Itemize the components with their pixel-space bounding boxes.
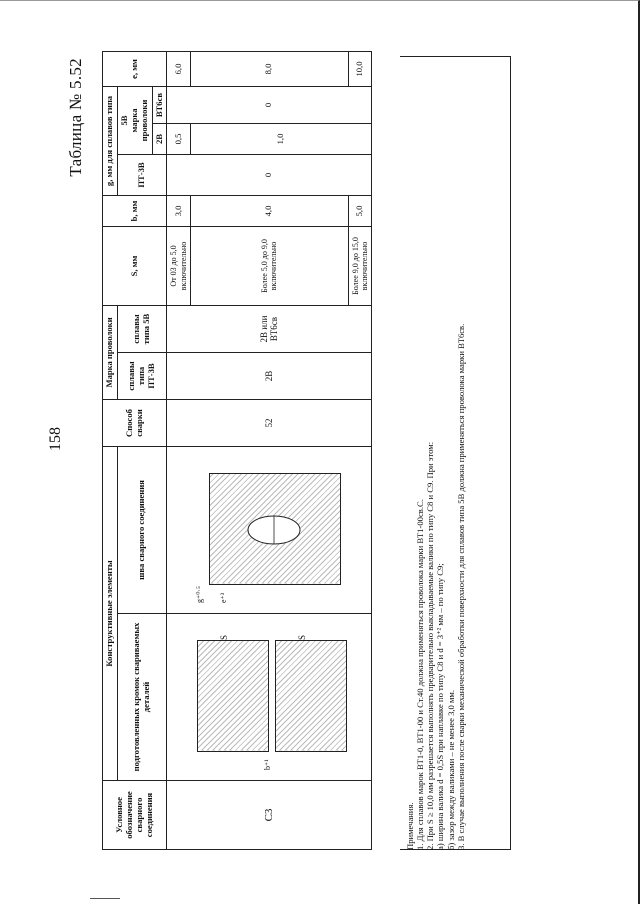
cell-g-2v-1: 0,5 [167,124,190,155]
cell-b-1: 3,0 [167,196,190,227]
cell-g-pt3v: 0 [167,155,372,196]
seam-bead [179,455,359,605]
label-s-top: S [219,634,230,640]
cell-g-2v-2: 1,0 [190,124,372,155]
header-welded-seam: шва сварного соединения [117,447,167,614]
note-item: 3. В случае выполнения после сварки механической обработки поверхности для сплавов типа 5В должна применяться проволока марки ВТ6св. [455,323,466,850]
cell-s-range-3: Более 9,0 до 15,0 включительно [349,227,372,306]
seam-diagram [179,455,359,605]
cell-b-2: 4,0 [190,196,348,227]
cell-designation: С3 [167,781,372,850]
header-b: b, мм [103,196,167,227]
header-welding-method: Способ сварки [103,400,167,447]
note-item: 1. Для сплавов марок ВТ1-0, ВТ1-00 и Ст.40 должна применяться проволока марки ВТ1-00св.С. [415,499,426,850]
note-item: 2. При S ≥ 10,0 мм разрешается выполнять предварительно выкладываемые валики по типу С8 и С9. При этом: [425,441,436,850]
notes [405,60,466,850]
cell-b-3: 5,0 [349,196,372,227]
header-designation: Условное обозначение сварного соединения [103,781,167,850]
page-number: 158 [47,427,64,451]
header-g-vt6sv: ВТ6св [152,87,167,124]
table-caption: Таблица № 5.52 [66,58,85,177]
cell-e-3: 10,0 [349,52,372,87]
label-b: b⁺¹ [263,759,273,770]
cell-wire-pt3v: 2В [167,353,372,400]
header-g-2v: 2В [152,124,167,155]
plate-bottom [275,640,347,752]
header-wire-5v: сплавы типа 5В [117,306,167,353]
cell-e-2: 8,0 [190,52,348,87]
header-wire-grade: Марка проволоки [103,306,118,400]
header-prepared-edges: подготовленных кромок свариваемых деталей [117,614,167,781]
cell-prepared-edges-diagram [167,614,372,781]
cell-method: 52 [167,400,372,447]
header-g-5v-label: 5В [118,115,129,126]
label-s-bottom: S [297,634,308,640]
label-e: е⁺³ [219,592,229,603]
label-g: g⁺⁰·⁵ [195,586,205,603]
header-g-5v-wire: марка проволоки [128,99,149,142]
rotated-content [60,40,590,860]
edge-prep-diagram [179,622,359,772]
cell-welded-seam-diagram [167,447,372,614]
cell-e-1: 6,0 [167,52,190,87]
cell-s-range-1: От 03 до 5,0 включительно [167,227,190,306]
header-wire-pt3v: сплавы типа ПТ-3В [117,353,167,400]
cell-s-range-2: Более 5,0 до 9,0 включительно [190,227,348,306]
note-item: а) ширина валика d = 0,5S при наплавке по типу С8 и d = 3⁺² мм – по типу С9; [435,563,446,850]
header-g-pt3v: ПТ-3В [117,155,167,196]
notes-title: Примечания. [405,802,415,850]
scan-edge-mark [90,898,120,899]
cell-g-vt6sv: 0 [167,87,372,124]
cell-wire-5v: 2В или ВТ6св [167,306,372,353]
header-e: е, мм [103,52,167,87]
header-g: g, мм для сплавов типа [103,87,118,196]
plate-top [197,640,269,752]
header-s: S, мм [103,227,167,306]
weld-table [102,51,372,850]
header-structural-elements: Конструктивные элементы [103,447,118,781]
header-g-5v [117,87,152,155]
note-item: б) зазор между валиками – не менее 3,0 мм. [445,689,456,850]
